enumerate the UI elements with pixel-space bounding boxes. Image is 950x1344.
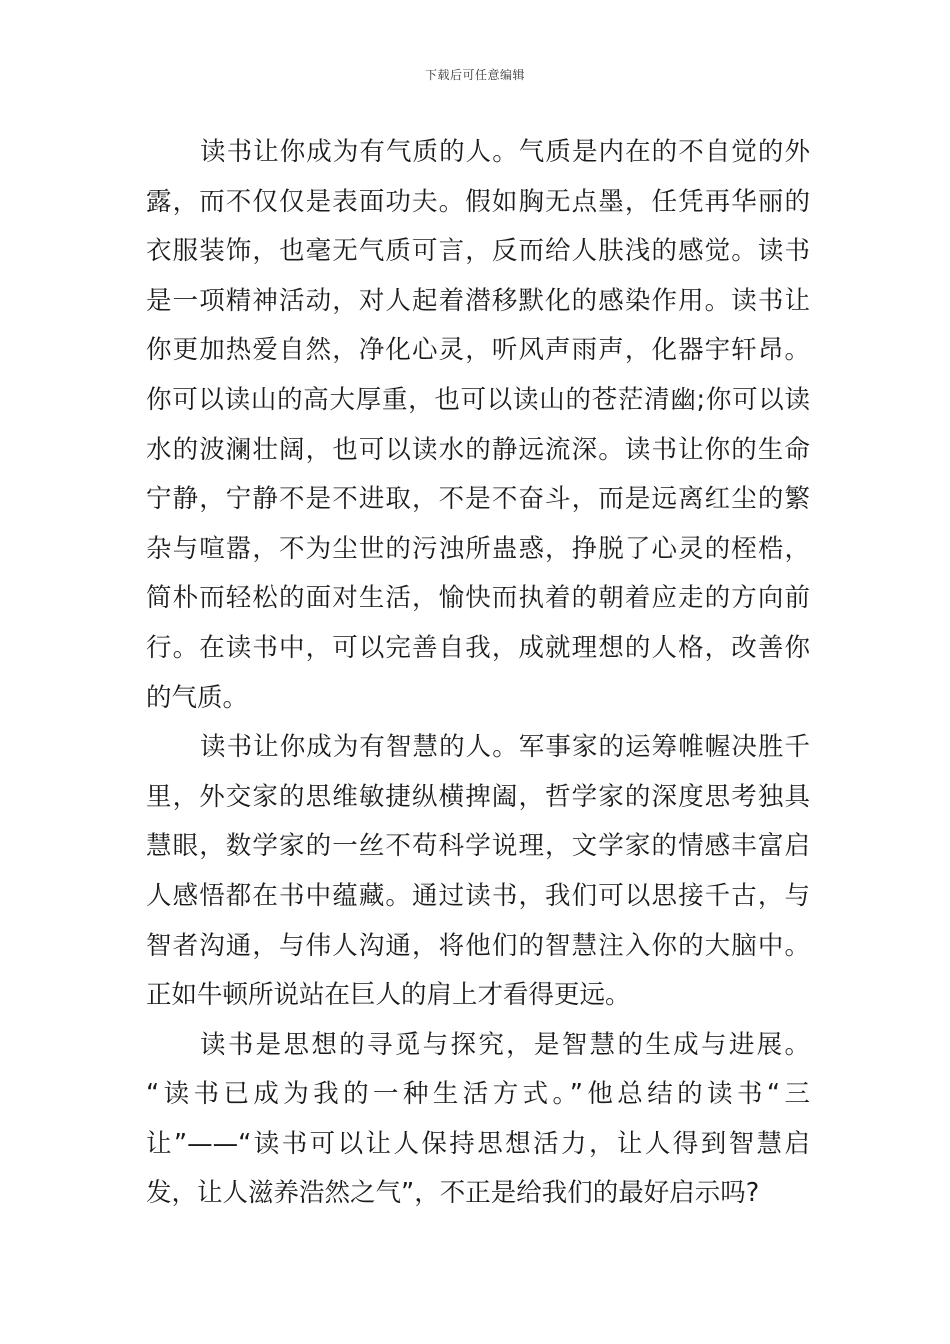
text-line: 人感悟都在书中蕴藏。通过读书，我们可以思接千古，与 [146, 880, 810, 911]
text-line: 读书让你成为有智慧的人。军事家的运筹帷幄决胜千 [200, 732, 810, 763]
text-line: 杂与喧嚣，不为尘世的污浊所蛊惑，挣脱了心灵的桎梏， [146, 533, 810, 564]
text-line: 让”——“读书可以让人保持思想活力，让人得到智慧启 [146, 1128, 810, 1159]
text-line: 里，外交家的思维敏捷纵横捭阖，哲学家的深度思考独具 [146, 781, 810, 812]
text-line: 水的波澜壮阔，也可以读水的静远流深。读书让你的生命 [146, 434, 810, 465]
paragraph-3 [146, 1021, 810, 1219]
text-line: 读书是思想的寻觅与探究，是智慧的生成与进展。 [200, 1029, 810, 1060]
text-line: 露，而不仅仅是表面功夫。假如胸无点墨，任凭再华丽的 [146, 186, 810, 217]
text-line: 是一项精神活动，对人起着潜移默化的感染作用。读书让 [146, 285, 810, 316]
page-header: 下载后可任意编辑 [424, 68, 525, 82]
paragraph-2 [146, 723, 810, 1021]
text-line: 行。在读书中，可以完善自我，成就理想的人格，改善你 [146, 632, 810, 663]
text-line: 你可以读山的高大厚重，也可以读山的苍茫清幽;你可以读 [146, 384, 810, 415]
text-line: 读书让你成为有气质的人。气质是内在的不自觉的外 [200, 137, 810, 167]
document-body [146, 128, 810, 1219]
text-line: 的气质。 [146, 682, 249, 713]
text-line: 智者沟通，与伟人沟通，将他们的智慧注入你的大脑中。 [146, 930, 810, 961]
text-line: 正如牛顿所说站在巨人的肩上才看得更远。 [146, 980, 631, 1011]
text-line: 宁静，宁静不是不进取，不是不奋斗，而是远离红尘的繁 [146, 484, 810, 515]
text-line: 慧眼，数学家的一丝不苟科学说理，文学家的情感丰富启 [146, 831, 810, 862]
paragraph-1 [146, 128, 810, 723]
text-line: 简朴而轻松的面对生活，愉快而执着的朝着应走的方向前 [146, 583, 810, 614]
text-line: 衣服装饰，也毫无气质可言，反而给人肤浅的感觉。读书 [146, 236, 810, 267]
text-line: 发，让人滋养浩然之气”，不正是给我们的最好启示吗? [146, 1178, 760, 1209]
text-line: “读书已成为我的一种生活方式。”他总结的读书“三 [146, 1079, 810, 1110]
text-line: 你更加热爱自然，净化心灵，听风声雨声，化器宇轩昂。 [146, 335, 810, 366]
